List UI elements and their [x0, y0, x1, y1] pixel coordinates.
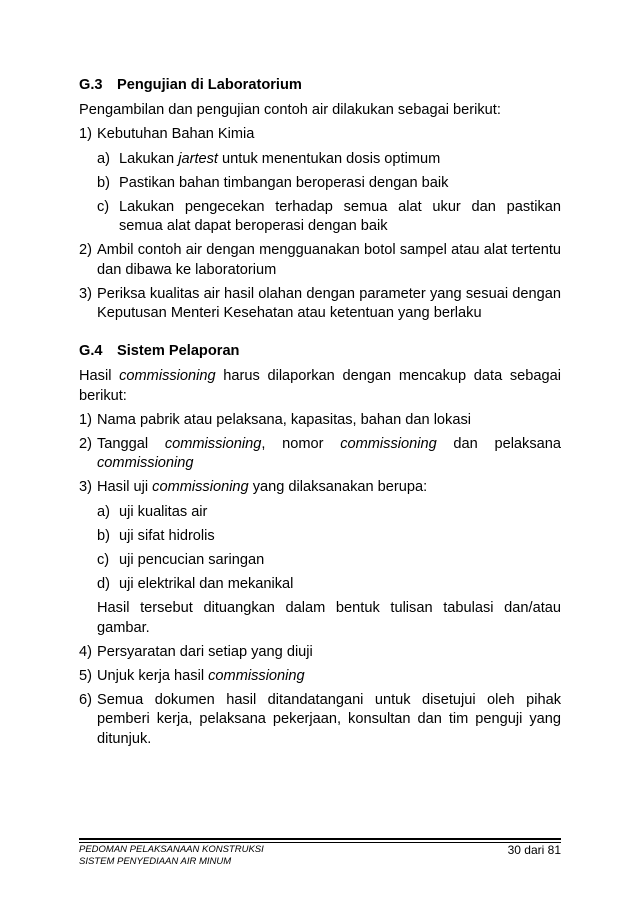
- section-number: G.4: [79, 343, 103, 360]
- list-marker: 4): [79, 643, 92, 660]
- list-item-text: Ambil contoh air dengan mengguanakan botol sampel atau alat tertentu dan dibawa ke laboratorium: [97, 242, 561, 278]
- list-item: [79, 643, 561, 662]
- section-intro: Pengambilan dan pengujian contoh air dilakukan sebagai berikut:: [79, 102, 501, 119]
- list-item: [79, 691, 561, 749]
- page-number: 30 dari 81: [507, 843, 561, 857]
- footer-rule: [79, 838, 561, 843]
- list-item-text: uji pencucian saringan: [119, 552, 265, 569]
- list-marker: d): [97, 576, 110, 593]
- list-marker: 6): [79, 692, 92, 709]
- list-marker: c): [97, 199, 110, 216]
- list-item: [79, 478, 561, 497]
- sub-list-item: [79, 150, 561, 169]
- list-item-text: Nama pabrik atau pelaksana, kapasitas, bahan dan lokasi: [97, 411, 472, 428]
- sub-list-item: [79, 527, 561, 546]
- text-run: Tanggal: [97, 436, 165, 453]
- list-marker: b): [97, 527, 110, 544]
- text-run: yang dilaksanakan berupa:: [248, 479, 428, 496]
- list-item-text: Periksa kualitas air hasil olahan dengan parameter yang sesuai dengan Keputusan Menteri Kesehatan atau ketentuan yang berlaku: [97, 285, 561, 322]
- text-run: harus dilaporkan dengan mencakup data sebagai berikut:: [79, 368, 561, 404]
- footer-title-line: SISTEM PENYEDIAAN AIR MINUM: [79, 856, 232, 867]
- list-marker: 2): [79, 242, 92, 259]
- sub-list-item: [79, 575, 561, 594]
- footer-title-line: PEDOMAN PELAKSANAAN KONSTRUKSI: [79, 844, 264, 855]
- list-marker: 3): [79, 479, 92, 496]
- italic-term: commissioning: [340, 436, 437, 453]
- list-item: [79, 241, 561, 279]
- list-item: [79, 667, 561, 686]
- section-title: Pengujian di Laboratorium: [117, 77, 302, 93]
- list-item-text: uji elektrikal dan mekanikal: [119, 576, 294, 593]
- sub-list-item: [79, 174, 561, 193]
- list-marker: b): [97, 174, 110, 191]
- page-footer: [79, 844, 561, 868]
- sub-list-item: [79, 198, 561, 236]
- list-marker: 3): [79, 285, 92, 302]
- list-item: [79, 411, 561, 430]
- section-gap: [79, 328, 561, 342]
- section-title: Sistem Pelaporan: [117, 343, 240, 360]
- list-marker: 5): [79, 668, 92, 685]
- list-marker: c): [97, 552, 110, 569]
- list-item-text: Kebutuhan Bahan Kimia: [97, 126, 255, 143]
- list-marker: 2): [79, 436, 92, 453]
- section-heading-g3: [79, 76, 561, 95]
- italic-term: commissioning: [119, 368, 216, 385]
- text-run: Unjuk kerja hasil: [97, 668, 209, 685]
- list-item: [79, 285, 561, 323]
- footer-rule-thick: [79, 838, 561, 840]
- sub-list-item: [79, 503, 561, 522]
- text-run: untuk menentukan dosis optimum: [217, 150, 441, 167]
- footer-rule-thin: [79, 842, 561, 843]
- text-run: dan pelaksana: [436, 436, 561, 453]
- list-note: Hasil tersebut dituangkan dalam bentuk tulisan tabulasi dan/atau gambar.: [97, 600, 561, 636]
- list-item: [79, 125, 561, 144]
- list-item-text: Persyaratan dari setiap yang diuji: [97, 643, 313, 660]
- italic-term: jartest: [178, 150, 218, 167]
- text-run: Hasil uji: [97, 479, 153, 496]
- list-marker: 1): [79, 411, 92, 428]
- list-item-text: uji kualitas air: [119, 503, 208, 520]
- list-item: [79, 435, 561, 473]
- text-run: Lakukan: [119, 150, 179, 167]
- page-content: [79, 76, 561, 754]
- italic-term: commissioning: [97, 455, 194, 472]
- italic-term: commissioning: [164, 436, 262, 453]
- section-heading-g4: [79, 342, 561, 361]
- list-item-text: Lakukan pengecekan terhadap semua alat ukur dan pastikan semua alat dapat beroperasi dengan baik: [119, 199, 561, 235]
- text-run: Hasil: [79, 368, 120, 385]
- section-number: G.3: [79, 77, 103, 93]
- footer-document-title: [79, 844, 561, 868]
- sub-list-item: [79, 551, 561, 570]
- text-run: , nomor: [261, 436, 341, 453]
- list-item-text: Pastikan bahan timbangan beroperasi dengan baik: [119, 174, 449, 191]
- list-item-text: uji sifat hidrolis: [119, 527, 215, 544]
- italic-term: commissioning: [208, 668, 305, 685]
- list-marker: 1): [79, 126, 92, 143]
- list-marker: a): [97, 503, 110, 520]
- list-marker: a): [97, 150, 110, 167]
- section-intro: [79, 367, 561, 405]
- list-item-text: Semua dokumen hasil ditandatangani untuk disetujui oleh pihak pemberi kerja, pelaksana pekerjaan, konsultan dan tim penguji yang ditunjuk.: [97, 692, 561, 747]
- italic-term: commissioning: [152, 479, 249, 496]
